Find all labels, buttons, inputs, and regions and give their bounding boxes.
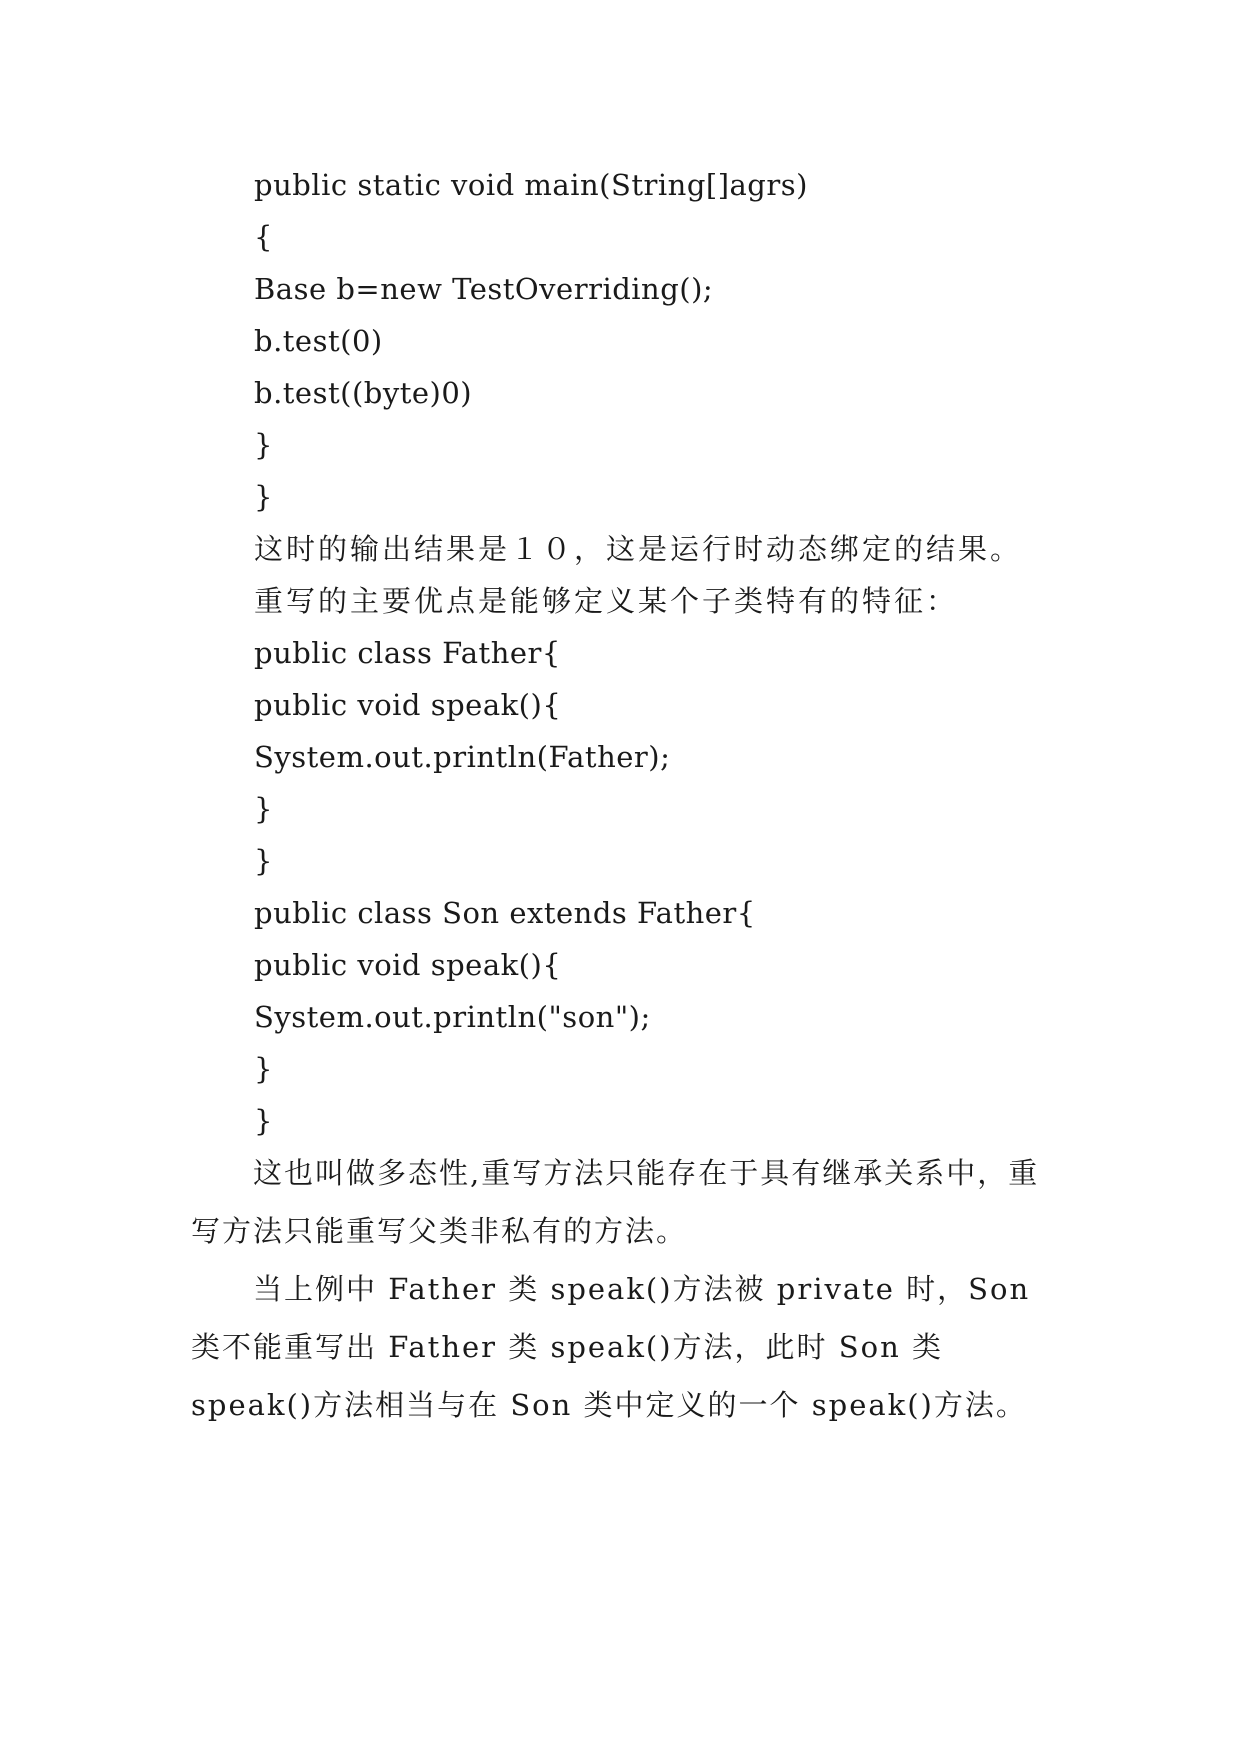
text-line: 这时的输出结果是１０，这是运行时动态绑定的结果。 xyxy=(254,532,1023,566)
code-line: } xyxy=(254,1052,273,1086)
code-line: public class Father{ xyxy=(254,636,561,670)
code-line: Base b=new TestOverriding(); xyxy=(254,272,714,306)
code-line: public void speak(){ xyxy=(254,948,562,982)
body-paragraph xyxy=(191,1144,1061,1260)
body-paragraph xyxy=(191,1260,1061,1434)
code-line: } xyxy=(254,480,273,514)
code-line: public static void main(String[]agrs) xyxy=(254,168,808,202)
code-line: } xyxy=(254,844,273,878)
code-line: public class Son extends Father{ xyxy=(254,896,756,930)
paragraph-text: 当上例中 Father 类 speak()方法被 private 时，Son 类不能重写出 Father 类 speak()方法，此时 Son 类 speak()方法相当与在 Son 类中定义的一个 speak()方法。 xyxy=(191,1272,1031,1422)
code-line: b.test((byte)0) xyxy=(254,376,473,410)
code-line: } xyxy=(254,792,273,826)
code-line: System.out.println(Father); xyxy=(254,740,671,774)
paragraph-text: 这也叫做多态性,重写方法只能存在于具有继承关系中，重写方法只能重写父类非私有的方法。 xyxy=(191,1156,1040,1248)
text-line: 重写的主要优点是能够定义某个子类特有的特征： xyxy=(254,584,959,618)
code-line: b.test(0) xyxy=(254,324,383,358)
code-line: System.out.println("son"); xyxy=(254,1000,651,1034)
code-line: { xyxy=(254,220,273,254)
code-line: } xyxy=(254,1104,273,1138)
code-line: public void speak(){ xyxy=(254,688,562,722)
code-line: } xyxy=(254,428,273,462)
